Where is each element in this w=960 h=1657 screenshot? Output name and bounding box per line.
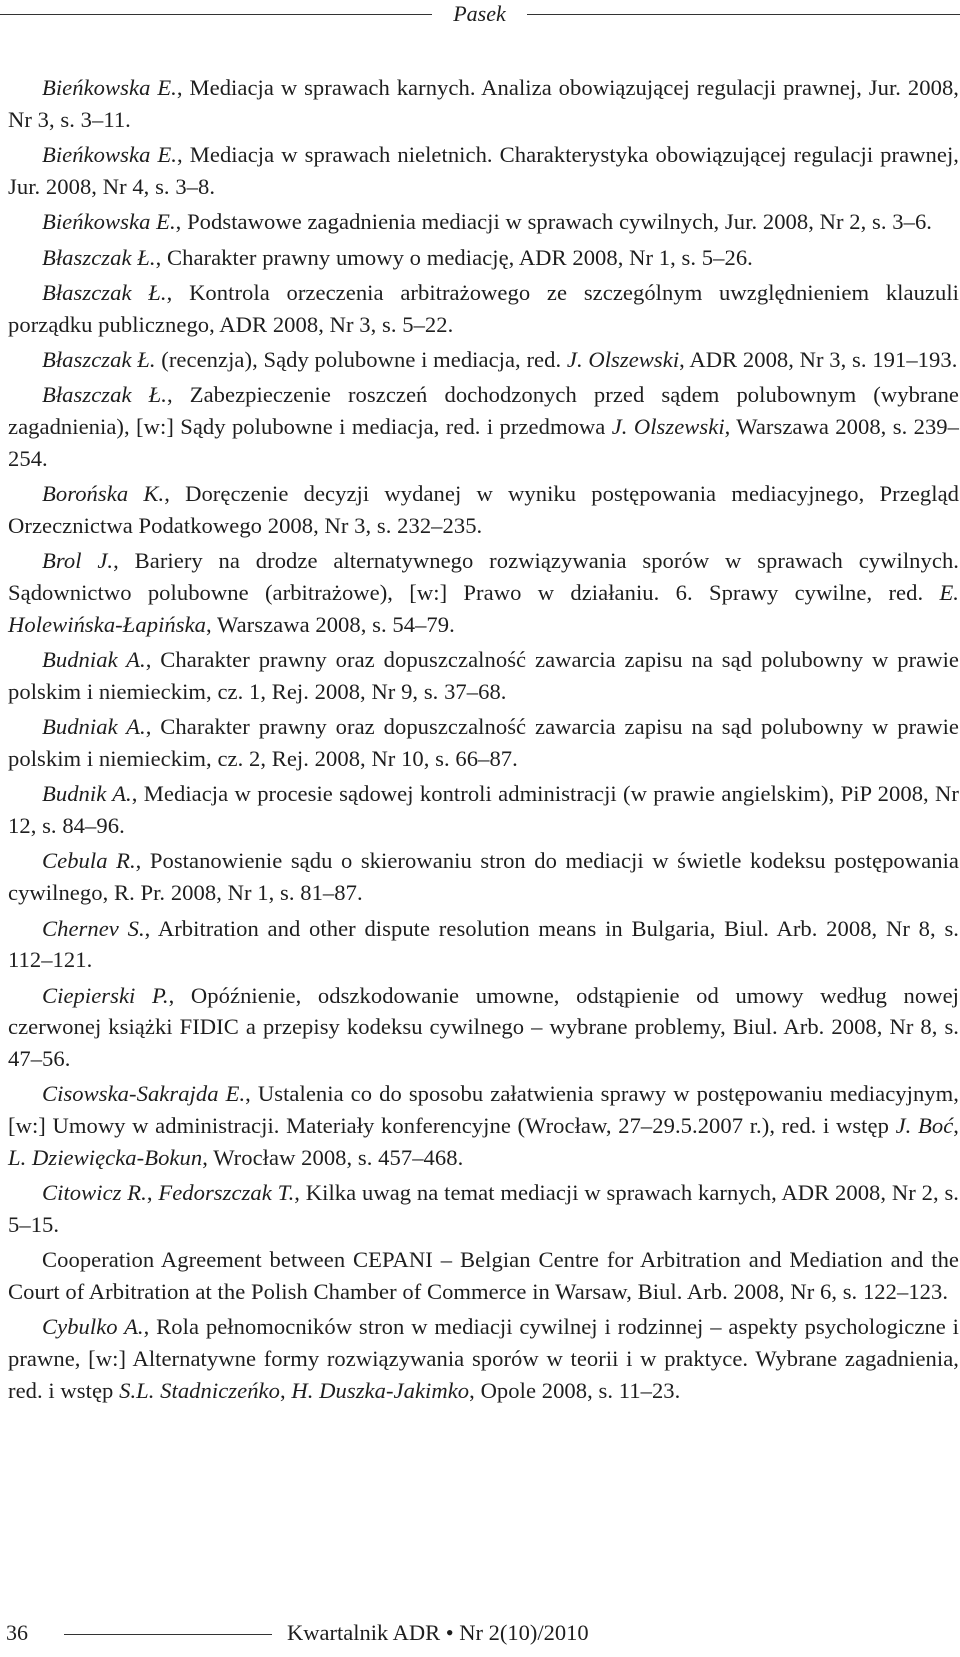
page-footer bbox=[0, 1619, 960, 1649]
running-header bbox=[0, 0, 960, 32]
bibliography-entry bbox=[8, 1078, 959, 1173]
entry-text: , Arbitration and other dispute resolution means in Bulgaria, Biul. Arb. 2008, Nr 8, s. 112–121. bbox=[8, 915, 959, 973]
header-rule-right bbox=[527, 14, 960, 15]
entry-editor: J. Boć bbox=[895, 1113, 954, 1139]
entry-author: Błaszczak Ł. bbox=[42, 347, 156, 373]
entry-author: Cisowska-Sakrajda E. bbox=[42, 1081, 246, 1107]
bibliography-list bbox=[8, 72, 959, 1410]
entry-author: Bieńkowska E. bbox=[42, 75, 177, 100]
entry-text: , Charakter prawny oraz dopuszczalność zawarcia zapisu na sąd polubowny w prawie polskim i niemieckim, cz. 2, Rej. 2008, Nr 10, s. 66–87. bbox=[8, 714, 960, 771]
entry-text: , bbox=[953, 1113, 959, 1139]
entry-text: , Rola pełnomocników stron w mediacji cywilnej i rodzinnej – aspekty psychologiczne i prawne, [w:] Alternatywne formy rozwiązywania sporów w teorii i w praktyce. Wybrane zagadnienia, red. i wstęp bbox=[8, 1314, 960, 1403]
bibliography-entry bbox=[8, 1311, 959, 1406]
entry-author: Budniak A. bbox=[42, 647, 146, 673]
bibliography-entry bbox=[8, 242, 959, 274]
entry-text: , Opóźnienie, odszkodowanie umowne, odstąpienie od umowy według nowej czerwonej książki FIDIC a przepisy kodeksu cywilnego – wybrane problemy, Biul. Arb. 2008, Nr 8, s. 47–56. bbox=[8, 982, 959, 1072]
entry-text: , bbox=[279, 1377, 292, 1403]
entry-text: , Warszawa 2008, s. 239–254. bbox=[8, 414, 959, 471]
entry-text: , Podstawowe zagadnienia mediacji w sprawach cywilnych, Jur. 2008, Nr 2, s. 3–6. bbox=[175, 209, 932, 235]
entry-editor: E. Holewińska-Łapińska bbox=[8, 580, 959, 637]
entry-editor: J. Olszewski bbox=[566, 347, 680, 373]
entry-author: Borońska K. bbox=[42, 481, 165, 507]
footer-rule bbox=[64, 1634, 272, 1635]
entry-author: Bieńkowska E. bbox=[42, 209, 176, 235]
entry-author: Błaszczak Ł. bbox=[42, 382, 167, 408]
entry-text: , Ustalenia co do sposobu załatwienia sprawy w postępowaniu mediacyjnym, [w:] Umowy w administracji. Materiały konferencyjne (Wrocław, 27–29.5.2007 r.), red. i wstęp bbox=[8, 1081, 959, 1139]
bibliography-entry bbox=[8, 72, 959, 135]
bibliography-entry bbox=[8, 711, 959, 774]
running-header-title: Pasek bbox=[453, 1, 506, 26]
entry-text: , Warszawa 2008, s. 54–79. bbox=[206, 611, 455, 637]
entry-text: , Doręczenie decyzji wydanej w wyniku postępowania mediacyjnego, Przegląd Orzecznictwa Podatkowego 2008, Nr 3, s. 232–235. bbox=[8, 481, 959, 538]
entry-author: Błaszczak Ł. bbox=[42, 279, 167, 305]
bibliography-entry bbox=[8, 206, 959, 238]
entry-text: , Bariery na drodze alternatywnego rozwiązywania sporów w sprawach cywilnych. Sądownictwo polubowne (arbitrażowe), [w:] Prawo w działaniu. 6. Sprawy cywilne, red. bbox=[8, 548, 959, 606]
entry-author: Fedorszczak T. bbox=[158, 1180, 295, 1206]
entry-text: , Postanowienie sądu o skierowaniu stron do mediacji w świetle kodeksu postępowania cywilnego, R. Pr. 2008, Nr 1, s. 81–87. bbox=[8, 848, 959, 906]
entry-text: (recenzja), Sądy polubowne i mediacja, red. bbox=[155, 347, 567, 373]
entry-author: Cebula R. bbox=[42, 848, 136, 874]
bibliography-entry bbox=[8, 139, 959, 202]
bibliography-entry bbox=[8, 644, 959, 707]
entry-editor: J. Olszewski bbox=[611, 414, 725, 440]
entry-author: Cybulko A. bbox=[42, 1314, 144, 1340]
bibliography-entry bbox=[8, 344, 959, 376]
entry-author: Błaszczak Ł. bbox=[42, 244, 156, 270]
entry-text: , Zabezpieczenie roszczeń dochodzonych przed sądem polubownym (wybrane zagadnienia), [w:] Sądy polubowne i mediacja, red. i przedmowa bbox=[8, 382, 959, 440]
entry-text: , Mediacja w sprawach karnych. Analiza obowiązującej regulacji prawnej, Jur. 2008, Nr 3, s. 3–11. bbox=[8, 75, 959, 132]
entry-author: Budnik A. bbox=[42, 781, 132, 807]
entry-text: , Mediacja w procesie sądowej kontroli administracji (w prawie angielskim), PiP 2008, Nr 12, s. 84–96. bbox=[8, 781, 959, 839]
entry-text: , bbox=[146, 1180, 159, 1206]
entry-author: Citowicz R. bbox=[42, 1180, 147, 1206]
bibliography-entry bbox=[8, 1244, 959, 1307]
entry-text: , Mediacja w sprawach nieletnich. Charakterystyka obowiązującej regulacji prawnej, Jur. 2008, Nr 4, s. 3–8. bbox=[8, 142, 959, 199]
entry-editor: S.L. Stadniczeńko bbox=[119, 1377, 280, 1403]
entry-text: Cooperation Agreement between CEPANI – Belgian Centre for Arbitration and Mediation and the Court of Arbitration at the Polish Chamber of Commerce in Warsaw, Biul. Arb. 2008, Nr 6, s. 122–123. bbox=[8, 1247, 959, 1304]
bibliography-entry bbox=[8, 845, 959, 908]
entry-text: , Charakter prawny umowy o mediację, ADR 2008, Nr 1, s. 5–26. bbox=[155, 244, 753, 270]
bibliography-entry bbox=[8, 277, 959, 340]
header-rule-left bbox=[0, 14, 432, 15]
page-number: 36 bbox=[6, 1620, 28, 1645]
bibliography-entry bbox=[8, 980, 959, 1075]
journal-title: Kwartalnik ADR • Nr 2(10)/2010 bbox=[287, 1620, 589, 1645]
entry-author: Brol J. bbox=[42, 548, 114, 574]
entry-text: , Kontrola orzeczenia arbitrażowego ze szczególnym uwzględnieniem klauzuli porządku publicznego, ADR 2008, Nr 3, s. 5–22. bbox=[8, 279, 959, 337]
entry-text: , ADR 2008, Nr 3, s. 191–193. bbox=[679, 347, 958, 373]
bibliography-entry bbox=[8, 913, 959, 976]
bibliography-entry bbox=[8, 379, 959, 474]
bibliography-entry bbox=[8, 1177, 959, 1240]
entry-author: Bieńkowska E. bbox=[42, 142, 177, 168]
entry-editor: H. Duszka-Jakimko bbox=[291, 1377, 470, 1403]
entry-text: , Charakter prawny oraz dopuszczalność zawarcia zapisu na sąd polubowny w prawie polskim i niemieckim, cz. 1, Rej. 2008, Nr 9, s. 37–68. bbox=[8, 647, 960, 704]
entry-author: Chernev S. bbox=[42, 915, 145, 941]
entry-text: , Kilka uwag na temat mediacji w sprawach karnych, ADR 2008, Nr 2, s. 5–15. bbox=[8, 1180, 959, 1237]
entry-author: Ciepierski P. bbox=[42, 982, 169, 1008]
bibliography-entry bbox=[8, 778, 959, 841]
entry-text: , Wrocław 2008, s. 457–468. bbox=[202, 1144, 464, 1170]
bibliography-entry bbox=[8, 478, 959, 541]
entry-text: , Opole 2008, s. 11–23. bbox=[469, 1377, 681, 1403]
bibliography-entry bbox=[8, 545, 959, 640]
entry-author: Budniak A. bbox=[42, 714, 146, 740]
entry-editor: L. Dziewięcka-Bokun bbox=[8, 1144, 203, 1170]
